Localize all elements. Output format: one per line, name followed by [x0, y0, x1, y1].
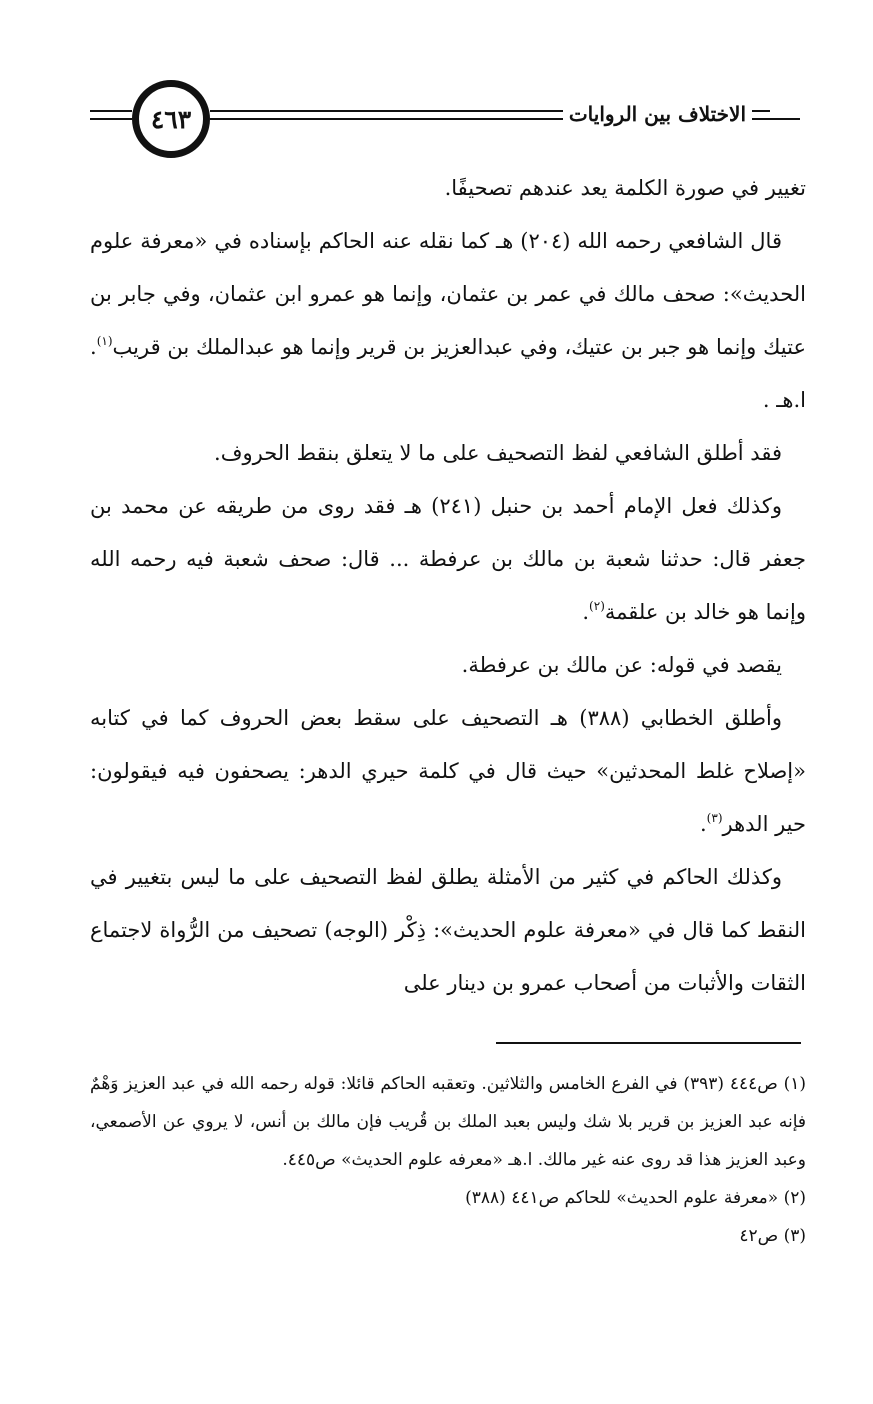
footnote-1: (١) ص٤٤٤ (٣٩٣) في الفرع الخامس والثلاثين. وتعقبه الحاكم قائلا: قوله رحمه الله في عبد العزيز وَهْمٌ فإنه عبد العزيز بن قرير بلا شك وليس بعبد الملك بن قُريب فإن مالك بن أنس، لا يروي عن الأصمعي، وعبد العزيز هذا قد روى عنه غير مالك. ا.هـ «معرفه علوم الحديث» ص٤٤٥. — [90, 1074, 806, 1170]
footnote-ref-1[interactable]: (١) — [96, 334, 113, 348]
footnotes — [90, 1065, 806, 1255]
header-rule-left-top — [90, 110, 132, 112]
page-header — [90, 80, 790, 166]
paragraph-5: يقصد في قوله: عن مالك بن عرفطة. — [461, 653, 782, 677]
main-text — [90, 162, 806, 1010]
paragraph-4-text: وكذلك فعل الإمام أحمد بن حنبل (٢٤١) هـ فقد روى من طريقه عن محمد بن جعفر قال: حدثنا شعبة بن مالك بن عرفطة ... قال: صحف شعبة فيه رحمه الله وإنما هو خالد بن علقمة — [90, 494, 806, 624]
paragraph-6-text: وأطلق الخطابي (٣٨٨) هـ التصحيف على سقط بعض الحروف كما في كتابه «إصلاح غلط المحدثين» حيث قال في كلمة حيري الدهر: يصحفون فيه فيقولون: حير الدهر — [90, 706, 806, 836]
paragraph-7: وكذلك الحاكم في كثير من الأمثلة يطلق لفظ التصحيف على ما ليس بتغيير في النقط كما قال في «معرفة علوم الحديث»: ذِكْر (الوجه) تصحيف من الرُّواة لاجتماع الثقات والأثبات من أصحاب عمرو بن دينار على — [90, 865, 806, 995]
paragraph-6-end: . — [699, 812, 707, 836]
paragraph-2-end: . ا.هـ . — [90, 335, 806, 412]
footnote-ref-3[interactable]: (٣) — [706, 811, 723, 825]
paragraph-6 — [90, 692, 806, 851]
footnote-2: (٢) «معرفة علوم الحديث» للحاكم ص٤٤١ (٣٨٨) — [465, 1188, 806, 1208]
paragraph-2-text: قال الشافعي رحمه الله (٢٠٤) هـ كما نقله عنه الحاكم بإسناده في «معرفة علوم الحديث»: صحف مالك في عمر بن عثمان، وإنما هو عمرو ابن عثمان، وفي جابر بن عتيك وإنما هو جبر بن عتيك، وفي عبدالعزيز بن قرير وإنما هو عبدالملك بن قريب — [90, 229, 807, 359]
running-title: الاختلاف بين الروايات — [563, 102, 752, 126]
footnote-3: (٣) ص٤٢ — [739, 1226, 806, 1246]
paragraph-2 — [90, 215, 806, 427]
paragraph-4 — [90, 480, 806, 639]
header-rule-end — [770, 118, 800, 120]
footnote-separator — [496, 1042, 801, 1044]
header-rule-left-bottom — [90, 118, 132, 120]
page-number-badge — [132, 80, 210, 158]
paragraph-4-end: . — [582, 600, 590, 624]
page-number: ٤٦٣ — [150, 104, 192, 134]
paragraph-1: تغيير في صورة الكلمة يعد عندهم تصحيفًا. — [444, 176, 806, 200]
paragraph-3: فقد أطلق الشافعي لفظ التصحيف على ما لا يتعلق بنقط الحروف. — [214, 441, 782, 465]
footnote-ref-2[interactable]: (٢) — [589, 599, 605, 613]
